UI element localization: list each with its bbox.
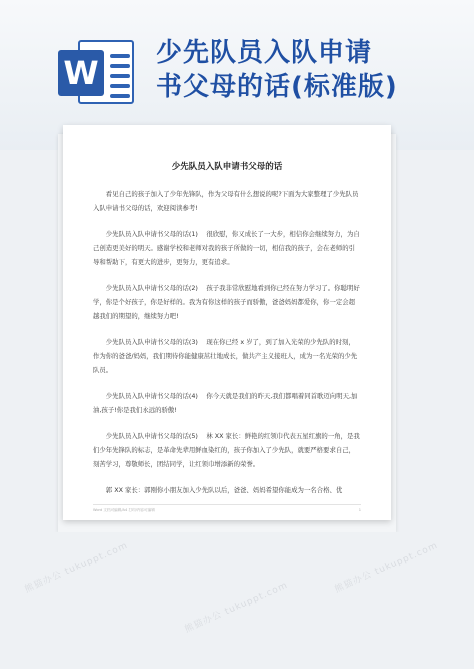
paragraph: 少先队员入队申请书父母的话(5) 林 XX 家长：鲜艳的红领巾代表五星红旗的一角，是我们少年先锋队的标志，是革命先辈用鲜血染红的，孩子你加入了少先队，就要严格要求自己，刻苦学习，尊敬师长，团结同学，让红领巾增添新的荣誉。 <box>93 432 360 468</box>
page-title <box>156 36 456 104</box>
footer-divider <box>93 504 361 505</box>
word-logo-letter: W <box>58 50 104 96</box>
document-footer <box>93 508 361 516</box>
paragraph: 少先队员入队申请书父母的话(2) 孩子我非常欣慰地看到你已经在努力学习了。你聪明好学，你是个好孩子，你是好样的。我为有你这样的孩子而骄傲，爸爸妈妈都爱你，你一定会超越我们的期望的，继续努力吧! <box>93 284 360 320</box>
word-icon <box>58 36 136 108</box>
watermark: 熊猫办公 tukuppt.com <box>183 580 290 636</box>
paragraph: 少先队员入队申请书父母的话(4) 你今天就是我们的昨天,我们都唱着同首歌迈向明天,加油,孩子!你是我们永远的骄傲! <box>93 392 358 414</box>
watermark: 熊猫办公 tukuppt.com <box>23 540 130 596</box>
paragraph: 少先队员入队申请书父母的话(3) 现在你已经 x 岁了，到了加入光荣的少先队的时刻，作为你的爸爸/妈妈，我们期待你能健康茁壮地成长，做共产主义接班人，成为一名光荣的少先队员。 <box>93 338 358 374</box>
paragraph: 少先队员入队申请书父母的话(1) 很欣慰，你又成长了一大步，相信你会继续努力，为自己创造更美好的明天。感谢学校和老师对我的孩子所做的一切，相信我的孩子，会在老师的引导和帮助下，有更大的进步，更努力，更有追求。 <box>93 230 360 266</box>
page-title-line2: 书父母的话(标准版) <box>156 72 398 102</box>
document-page <box>63 125 391 520</box>
document-body <box>93 187 361 509</box>
paragraph: 郭 XX 家长：郭刚你小朋友加入少先队以后，爸爸、妈妈希望你能成为一名合格、优 <box>105 486 343 494</box>
watermark: 熊猫办公 tukuppt.com <box>333 540 440 596</box>
paragraph: 看见自己的孩子加入了少年先锋队，作为父母有什么想说的呢?下面为大家整理了少先队员入队申请书父母的话，欢迎阅读参考! <box>93 190 359 212</box>
page-number: 1 <box>358 508 361 512</box>
document-title: 少先队员入队申请书父母的话 <box>171 162 283 172</box>
page-title-line1: 少先队员入队申请 <box>156 38 373 68</box>
footer-note: Word 文档可编辑/A4 打印/内容可编辑 <box>93 508 155 512</box>
